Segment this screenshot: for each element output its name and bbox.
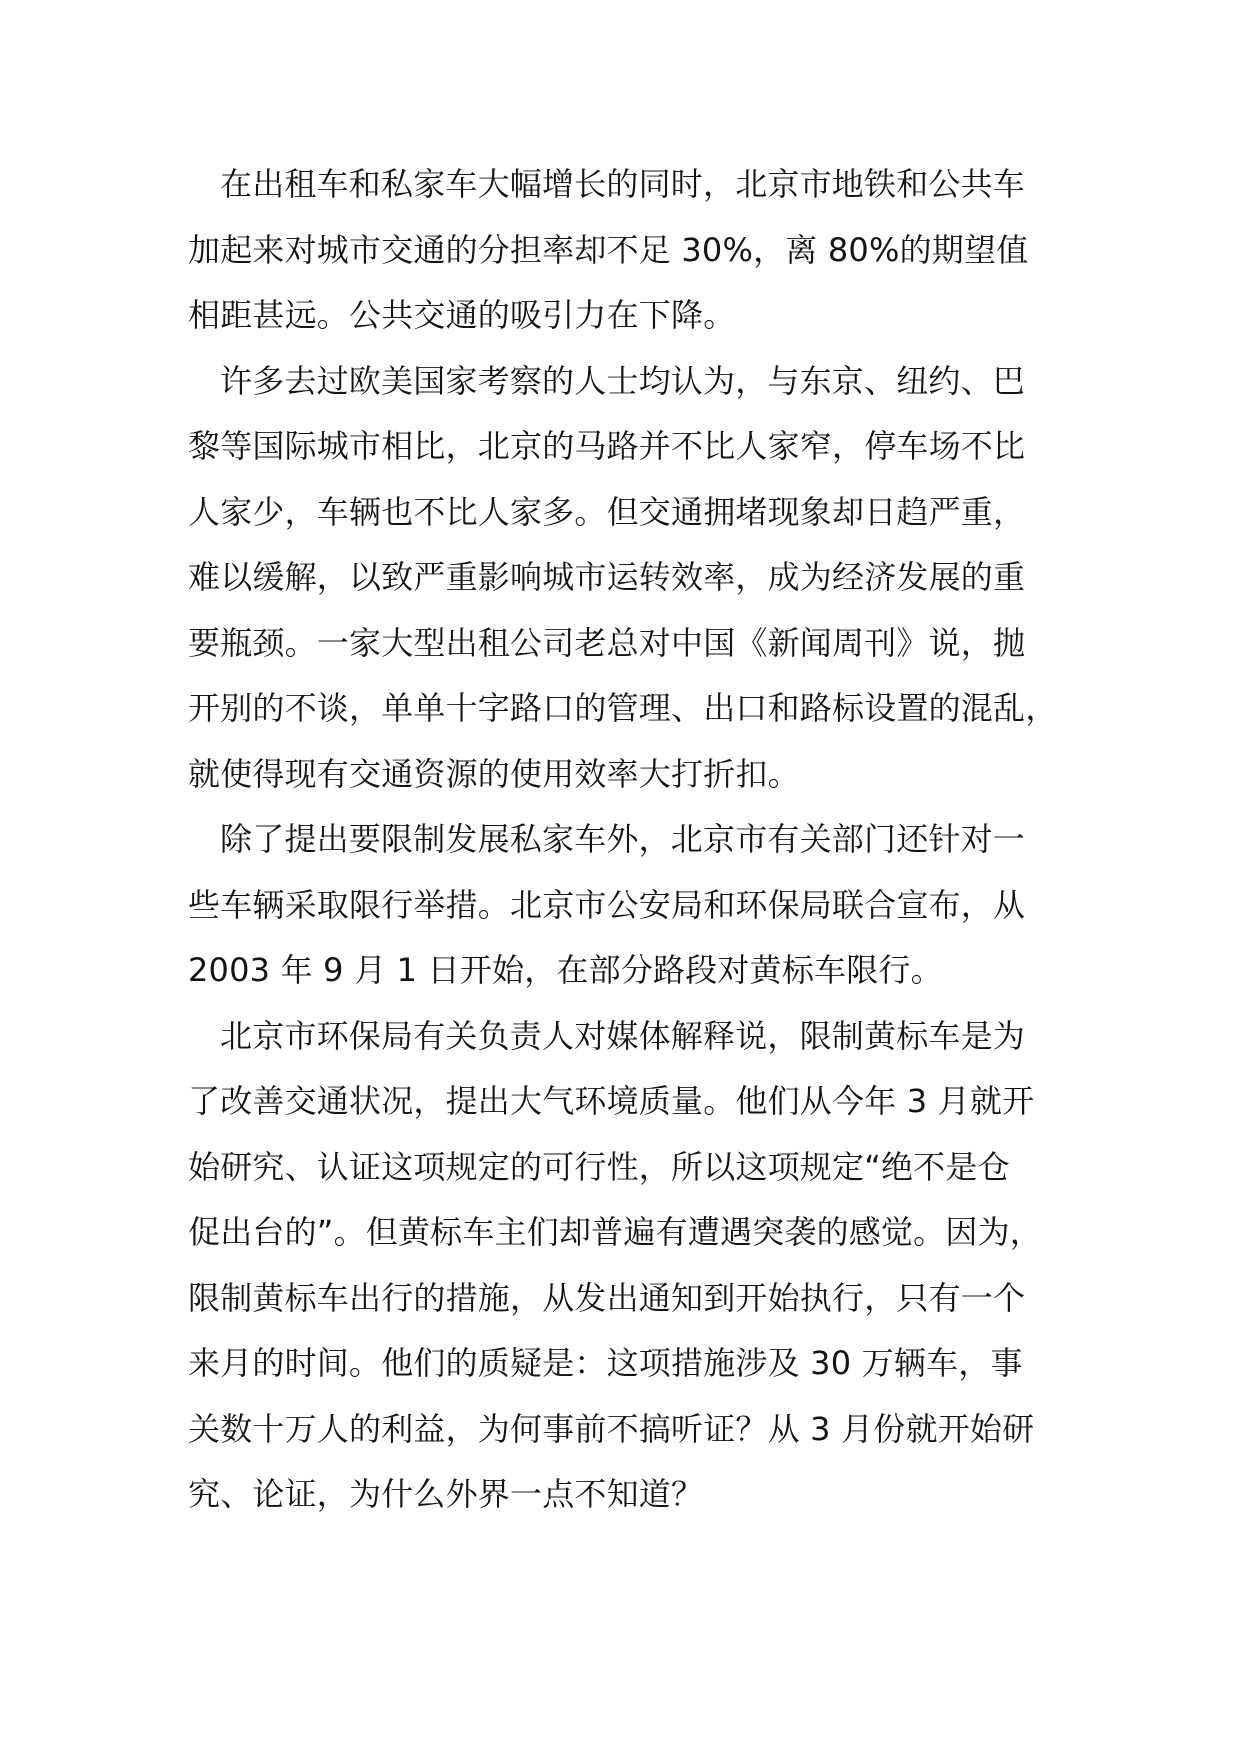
document-body (188, 152, 1063, 1528)
paragraph-yellow-label-cars: 北京市环保局有关负责人对媒体解释说，限制黄标车是为 了改善交通状况，提出大气环境质量。他们从今年 3 月就开 始研究、认证这项规定的可行性，所以这项规定“绝不是仓 促出台的”。但黄标车主们却普遍有遭遇突袭的感觉。因为， 限制黄标车出行的措施，从发出通知到开始执行，只有一个 来月的时间。他们的质疑是：这项措施涉及 30 万辆车，事 关数十万人的利益，为何事前不搞听证？从 3 月份就开始研 究、论证，为什么外界一点不知道？ (188, 1016, 1042, 1513)
paragraph-traffic-congestion: 许多去过欧美国家考察的人士均认为，与东京、纽约、巴 黎等国际城市相比，北京的马路并不比人家窄，停车场不比 人家少，车辆也不比人家多。但交通拥堵现象却日趋严重， 难以缓解，以致严重影响城市运转效率，成为经济发展的重 要瓶颈。一家大型出租公司老总对中国《新闻周刊》说，抛 开别的不谈，单单十字路口的管理、出口和路标设置的混乱， 就使得现有交通资源的使用效率大打折扣。 (188, 361, 1058, 793)
paragraph-public-transport-share: 在出租车和私家车大幅增长的同时，北京市地铁和公共车 加起来对城市交通的分担率却不足 30%，离 80%的期望值 相距甚远。公共交通的吸引力在下降。 (188, 165, 1029, 334)
paragraph-vehicle-restrictions: 除了提出要限制发展私家车外，北京市有关部门还针对一 些车辆采取限行举措。北京市公安局和环保局联合宣布，从 2003 年 9 月 1 日开始，在部分路段对黄标车限行。 (188, 820, 1026, 989)
